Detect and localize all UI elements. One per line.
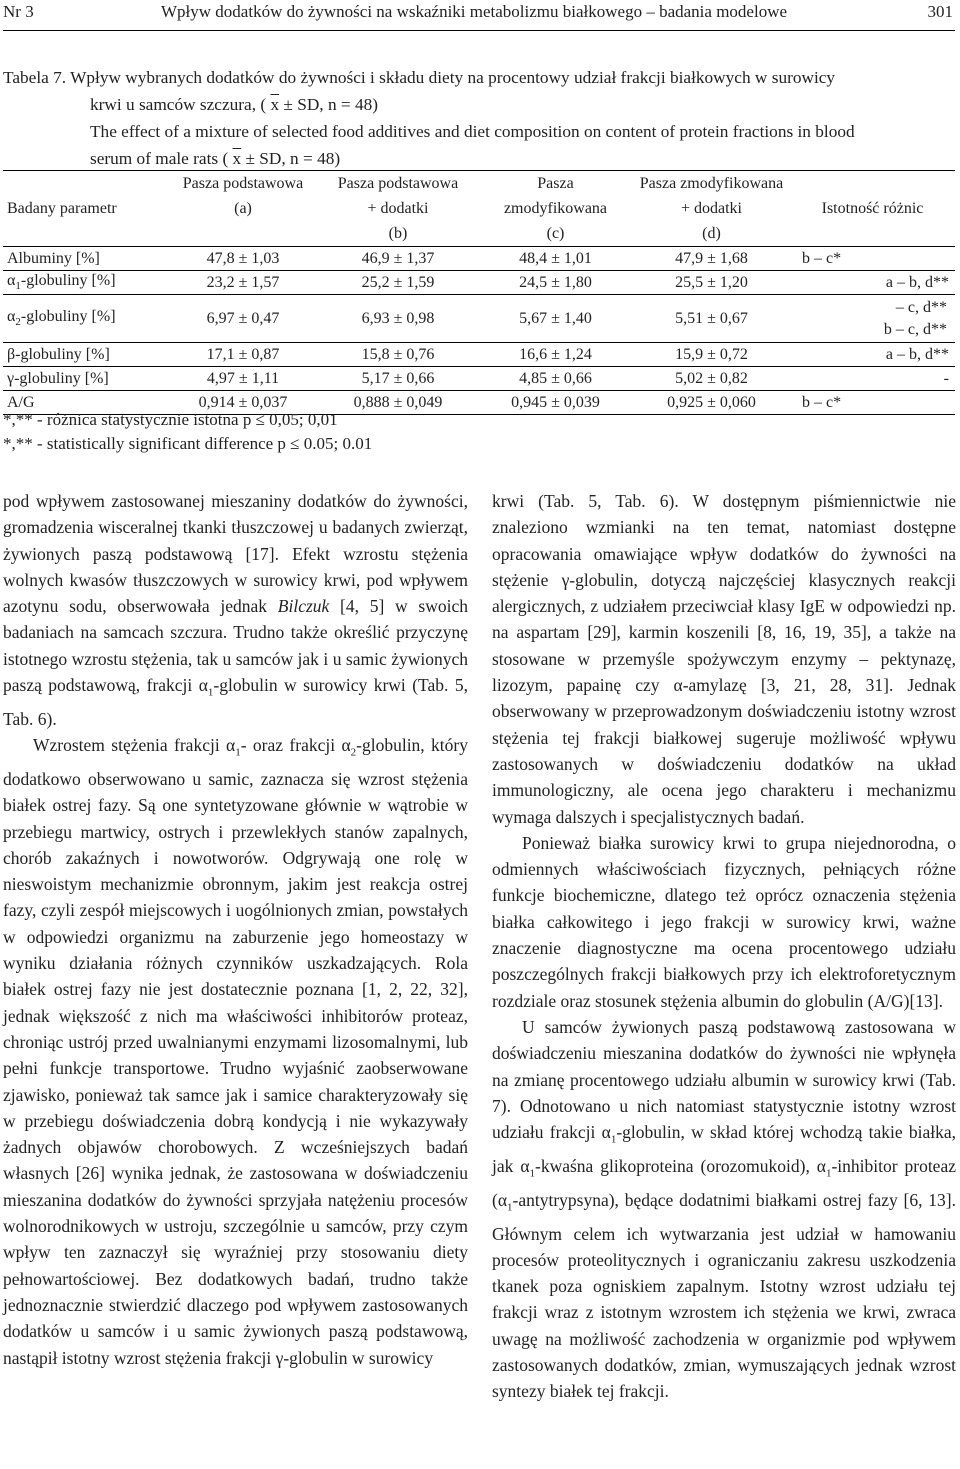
- cell-d: 15,9 ± 0,72: [675, 345, 748, 363]
- cell-sig: b – c*: [802, 249, 842, 267]
- row-param: γ-globuliny [%]: [7, 369, 109, 387]
- mean-symbol: $\overline{x}$: [232, 149, 242, 168]
- cell-d: 0,925 ± 0,060: [667, 393, 756, 411]
- cell-a: 0,914 ± 0,037: [198, 393, 288, 411]
- cell-a: 6,97 ± 0,47: [206, 309, 280, 327]
- header-param: Badany parametr: [7, 200, 117, 217]
- body-column-left: [3, 488, 468, 1371]
- caption-pl-pre: krwi u samców szczura, (: [90, 95, 267, 114]
- paragraph: pod wpływem zastosowanej mieszaniny dodatków do żywności, gromadzenia wisceralnej tkanki tłuszczowej u badanych zwierząt, żywionych paszą podstawową [17]. Efekt wzrostu stężenia wolnych kwasów tłuszczowych w surowicy krwi, pod wpływem azotynu sodu, obserwowała jednak Bilczuk [4, 5] w swoich badaniach na samcach szczura. Trudno także określić przyczynę istotnego wzrostu stężenia, tak u samców jak i u samic żywionych paszą podstawową, frakcji $\alpha_1$-globulin w surowicy krwi (Tab. 5, Tab. 6).: [3, 491, 469, 729]
- footnote-en: *,** - statistically significant difference p ≤ 0.05; 0.01: [3, 434, 373, 453]
- table-row: [3, 367, 955, 391]
- header-d: Pasza zmodyfikowana + dodatki (d): [639, 175, 784, 242]
- caption-en-post: ± SD, n = 48): [245, 149, 341, 168]
- cell-c: 16,6 ± 1,24: [519, 345, 592, 363]
- body-column-right: [492, 488, 956, 1405]
- cell-a: 23,2 ± 1,57: [206, 273, 280, 291]
- cell-sig: – c, d** b – c, d**: [883, 298, 947, 338]
- row-param: $\alpha_2$-globuliny [%]: [7, 308, 116, 329]
- page-number-issue: Nr 3: [3, 2, 34, 21]
- table-header-row: [3, 171, 955, 247]
- page-number: 301: [927, 2, 953, 21]
- table-row: [3, 295, 955, 343]
- paragraph: krwi (Tab. 5, Tab. 6). W dostępnym piśmiennictwie nie znaleziono wzmianki na ten temat, natomiast dostępne opracowania omawiające wpływ dodatków do żywności na stężenie γ-globulin, dotyczą najczęściej klasycznych reakcji alergicznych, z udziałem przeciwciał klasy IgE w odpowiedzi np. na aspartam [29], karmin koszenili [8, 16, 19, 35], a także na stosowane w przemyśle spożywczym enzymy – pektynazę, lizozym, papainę czy α-amylazę [3, 21, 28, 31]. Jednak obserwowany w przeprowadzonym doświadczeniu istotny wzrost stężenia tej frakcji białkowej sugeruje możliwość wpływu zastosowanych w doświadczeniu dodatków na układ immunologiczny, ale ocena jego charakteru i mechanizmu wymaga dalszych i specjalistycznych badań.: [492, 491, 956, 827]
- cell-c: 4,85 ± 0,66: [519, 369, 592, 387]
- row-param: β-globuliny [%]: [7, 345, 110, 363]
- cell-a: 47,8 ± 1,03: [206, 249, 280, 267]
- header-sig: Istotność różnic: [821, 200, 924, 217]
- caption-en-line2: [3, 145, 955, 172]
- cell-c: 5,67 ± 1,40: [519, 309, 592, 327]
- cell-c: 0,945 ± 0,039: [511, 393, 600, 411]
- caption-pl-line1: Tabela 7. Wpływ wybranych dodatków do żywności i składu diety na procentowy udział frakcji białkowych w surowicy: [3, 68, 836, 87]
- cell-d: 25,5 ± 1,20: [675, 273, 748, 291]
- cell-b: 15,8 ± 0,76: [361, 345, 435, 363]
- row-param: $\alpha_1$-globuliny [%]: [7, 272, 116, 293]
- cell-c: 48,4 ± 1,01: [519, 249, 592, 267]
- table-row: [3, 343, 955, 367]
- cell-d: 5,02 ± 0,82: [675, 369, 748, 387]
- cell-sig: b – c*: [802, 393, 842, 411]
- cell-b: 0,888 ± 0,049: [353, 393, 443, 411]
- caption-en-line1: The effect of a mixture of selected food additives and diet composition on content of protein fractions in blood: [90, 122, 855, 141]
- footnote-pl: *,** - różnica statystycznie istotna p ≤ 0,05; 0,01: [3, 410, 338, 429]
- cell-sig: -: [943, 369, 949, 387]
- cell-d: 47,9 ± 1,68: [675, 249, 748, 267]
- running-header: [3, 0, 955, 31]
- cell-a: 4,97 ± 1,11: [206, 369, 280, 387]
- protein-fractions-table: [3, 170, 955, 415]
- cell-b: 5,17 ± 0,66: [361, 369, 435, 387]
- mean-symbol: $\overline{x}$: [270, 95, 280, 114]
- cell-a: 17,1 ± 0,87: [206, 345, 280, 363]
- caption-pl-line2: [3, 91, 955, 118]
- cell-b: 46,9 ± 1,37: [361, 249, 435, 267]
- cell-d: 5,51 ± 0,67: [675, 309, 748, 327]
- row-param: A/G: [7, 393, 35, 411]
- cell-c: 24,5 ± 1,80: [519, 273, 592, 291]
- header-c: Pasza zmodyfikowana (c): [503, 175, 608, 242]
- cell-sig: a – b, d**: [885, 345, 949, 363]
- cell-b: 6,93 ± 0,98: [361, 309, 435, 327]
- table-row: [3, 271, 955, 295]
- table-row: [3, 247, 955, 271]
- table-footnotes: [3, 408, 372, 456]
- table-caption: [3, 64, 955, 172]
- cell-sig: a – b, d**: [885, 273, 949, 291]
- paragraph: Ponieważ białka surowicy krwi to grupa niejednorodna, o odmiennych właściwościach fizycznych, pełniących różne funkcje biochemiczne, dlatego też oprócz oznaczenia stężenia białka całkowitego i jego frakcji w surowicy krwi, ważne znaczenie diagnostyczne ma ocena procentowego udziału poszczególnych frakcji białkowych przy ich elektroforetycznym rozdziale oraz stosunek stężenia albumin do globulin (A/G)[13].: [492, 832, 956, 1011]
- header-b: Pasza podstawowa + dodatki (b): [337, 175, 459, 242]
- running-title: Wpływ dodatków do żywności na wskaźniki metabolizmu białkowego – badania modelowe: [161, 2, 788, 21]
- cell-b: 25,2 ± 1,59: [361, 273, 435, 291]
- paragraph: U samców żywionych paszą podstawową zastosowana w doświadczeniu mieszanina dodatków do żywności nie wpłynęła na zmianę procentowego udziału albumin w surowicy krwi (Tab. 7). Odnotowano u nich natomiast statystycznie istotny wzrost udziału frakcji $\alpha_1$-globulin, w skład której wchodzą takie białka, jak $\alpha_1$-kwaśna glikoproteina (orozomukoid), $\alpha_1$-inhibitor proteaz $(\alpha_1-antytrypsyna)$, będące dodatnimi białkami ostrej fazy [6, 13]. Głównym celem ich wytwarzania jest udział w hamowaniu procesów proteolitycznych i ograniczaniu zakresu uszkodzenia tkanek poza ogniskiem zapalnym. Istotny wzrost udziału tej frakcji wraz z istotnym wzrostem ich stężenia we krwi, zwraca uwagę na możliwość zachodzenia w organizmie pod wpływem zastosowanych dodatków, zmian, wymuszających jednak wzrost syntezy białek tej frakcji.: [492, 1016, 956, 1402]
- caption-en-pre: serum of male rats (: [90, 149, 229, 168]
- paragraph: Wzrostem stężenia frakcji $\alpha_1-$ oraz frakcji $\alpha_2$-globulin, który dodatkowo obserwowano u samic, zaznacza się wzrost stężenia białek ostrej fazy. Są one syntetyzowane głównie w wątrobie w przebiegu martwicy, ostrych i przewlekłych stanów zapalnych, chorób zakaźnych i nowotworów. Odgrywają one rolę w nieswoistym mechanizmie obronnym, jakim jest reakcja ostrej fazy, czyli zespół miejscowych i uogólnionych zmian, powstałych w odpowiedzi organizmu na zaburzenie jego homeostazy w wyniku działania różnych czynników uszkadzających. Rola białek ostrej fazy nie jest dostatecznie poznana [1, 2, 22, 32], jednak większość z nich ma właściwości inhibitorów proteaz, chroniąc ustrój przed uwalnianymi enzymami lizosomalnymi, lub pełni funkcje transportowe. Trudno wyjaśnić zaobserwowane zjawisko, ponieważ tak samce jak i samice charakteryzowały się w przebiegu doświadczenia dobrą kondycją i nie wykazywały żadnych objawów chorobowych. Z wcześniejszych badań własnych [26] wynika jednak, że zastosowana w doświadczeniu mieszanina dodatków do żywności sprzyjała natężeniu procesów wolnorodnikowych w ustroju, szczególnie u samców, przy czym wpływ ten zaznaczył się wyraźniej przy stosowaniu diety pełnowartościowej. Bez dodatkowych badań, trudno także jednoznacznie stwierdzić dlaczego pod wpływem zastosowanych dodatków u samców i u samic żywionych paszą podstawową, nastąpił istotny wzrost stężenia frakcji γ-globulin w surowicy: [3, 735, 468, 1368]
- row-param: Albuminy [%]: [7, 249, 100, 267]
- header-a: Pasza podstawowa (a): [182, 175, 304, 217]
- caption-pl-post: ± SD, n = 48): [283, 95, 379, 114]
